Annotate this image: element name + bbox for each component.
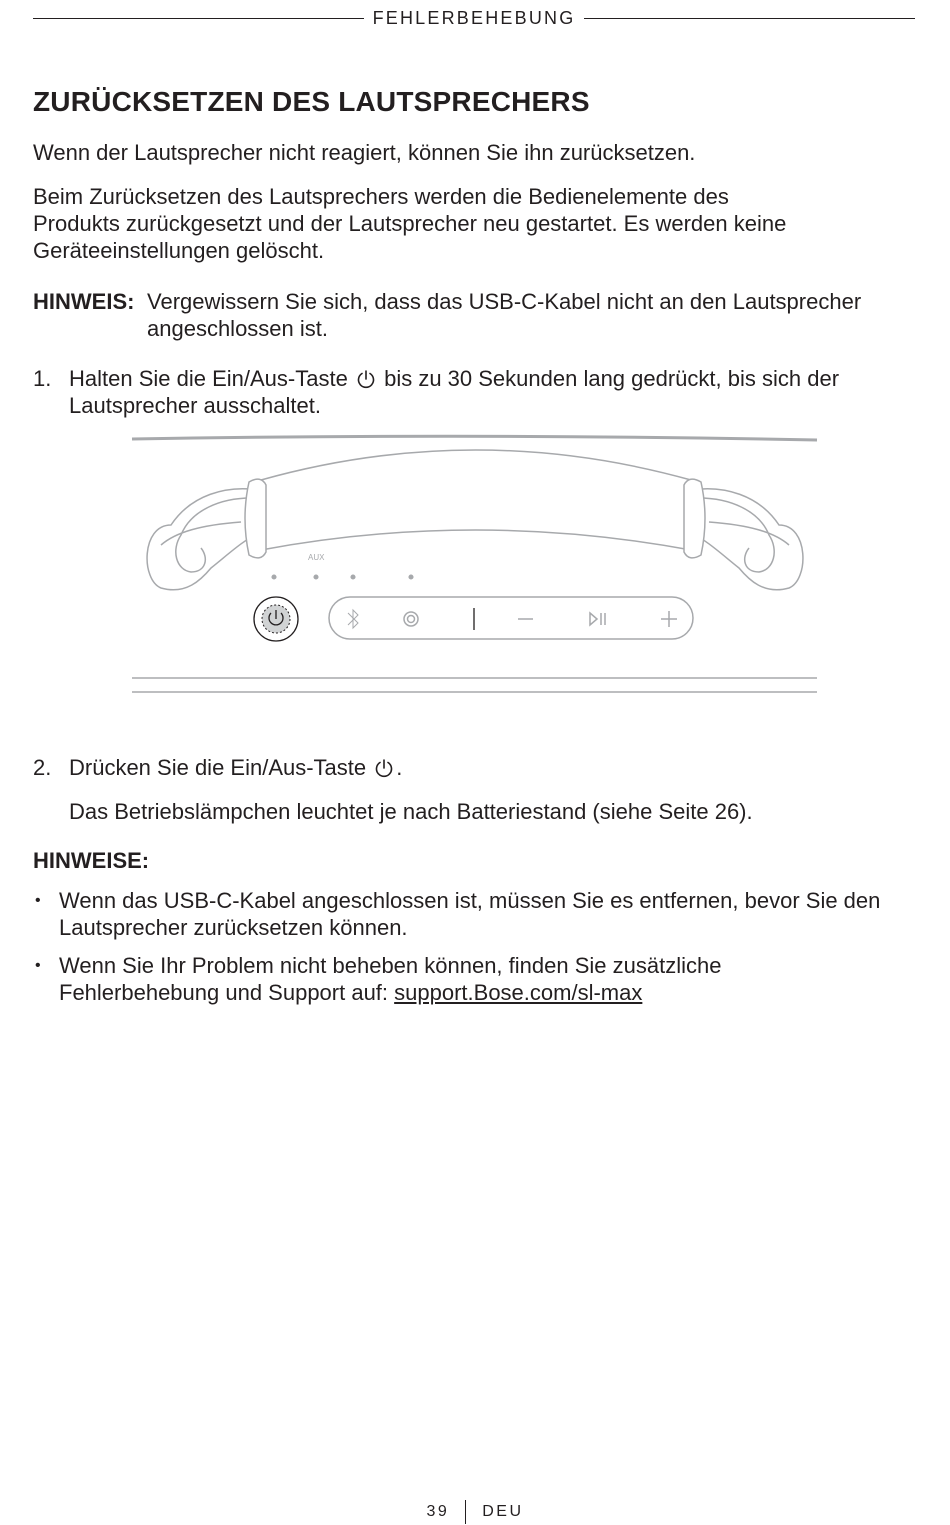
step-1 [33, 365, 893, 419]
step-text [69, 365, 839, 419]
note-block [33, 288, 913, 342]
power-icon [356, 369, 376, 389]
step-number: 1. [33, 366, 52, 391]
language-code: DEU [482, 1503, 524, 1520]
step-number: 2. [33, 755, 52, 780]
header-rule-left [33, 18, 364, 19]
step-text-part: bis zu 30 Sekunden lang gedrückt, bis sich der [384, 366, 840, 391]
section-header [33, 6, 915, 30]
list-item-text [59, 887, 880, 941]
section-title: FEHLERBEHEBUNG [372, 7, 576, 28]
step-text [69, 754, 402, 781]
page-title: ZURÜCKSETZEN DES LAUTSPRECHERS [33, 86, 590, 117]
note-line: Vergewissern Sie sich, dass das USB-C-Kabel nicht an den Lautsprecher [147, 289, 862, 314]
step-text-part: Drücken Sie die Ein/Aus-Taste [69, 755, 367, 780]
description-line: Geräteeinstellungen gelöscht. [33, 238, 325, 263]
note-label: HINWEIS: [33, 289, 135, 314]
description-line: Produkts zurückgesetzt und der Lautsprecher neu gestartet. Es werden keine [33, 211, 787, 236]
speaker-illustration [131, 430, 819, 700]
note-text [147, 288, 861, 342]
step-2-detail: Das Betriebslämpchen leuchtet je nach Batteriestand (siehe Seite 26). [69, 799, 753, 824]
list-item-line: Wenn das USB-C-Kabel angeschlossen ist, müssen Sie es entfernen, bevor Sie den [59, 888, 881, 913]
footer-divider [465, 1500, 466, 1524]
step-text-part: Halten Sie die Ein/Aus-Taste [69, 366, 348, 391]
step-text-part: . [396, 755, 403, 780]
bullet-dot: • [35, 957, 41, 974]
list-item-line: Lautsprecher zurücksetzen können. [59, 915, 408, 940]
page-footer [0, 1500, 950, 1524]
note-line: angeschlossen ist. [147, 316, 328, 341]
page-number: 39 [426, 1503, 450, 1520]
description-line: Beim Zurücksetzen des Lautsprechers werden die Bedienelemente des [33, 184, 729, 209]
list-item-line: Wenn Sie Ihr Problem nicht beheben können, finden Sie zusätzliche [59, 953, 722, 978]
list-item-text [59, 952, 721, 1006]
description-paragraph [33, 183, 786, 264]
list-item-line: Fehlerbehebung und Support auf: [59, 980, 395, 1005]
power-icon [374, 758, 394, 778]
aux-label: AUX [308, 553, 325, 562]
list-item [33, 887, 913, 941]
step-text-line: Lautsprecher ausschaltet. [69, 393, 321, 418]
bullet-dot: • [35, 892, 41, 909]
support-link[interactable]: support.Bose.com/sl-max [394, 980, 643, 1005]
intro-paragraph: Wenn der Lautsprecher nicht reagiert, können Sie ihn zurücksetzen. [33, 140, 696, 165]
step-2 [33, 754, 893, 781]
header-rule-right [584, 18, 915, 19]
notes-title: HINWEISE: [33, 848, 150, 873]
list-item [33, 952, 913, 1006]
